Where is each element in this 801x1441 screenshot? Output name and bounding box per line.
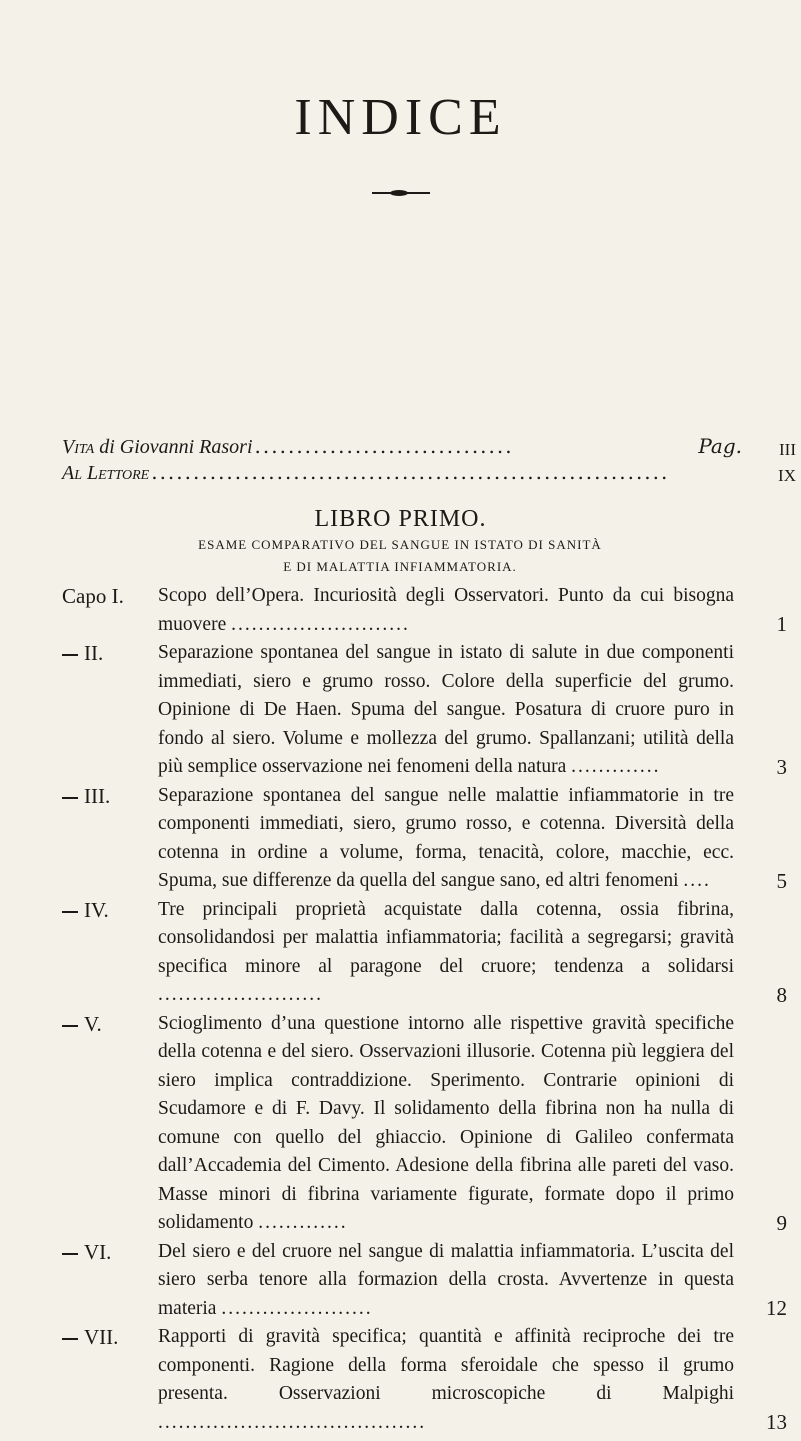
chapter-number: IV.	[84, 897, 109, 922]
chapter-page: 13	[766, 1410, 787, 1434]
book-subtitle-line1: ESAME COMPARATIVO DEL SANGUE IN ISTATO DI SANITÀ	[198, 537, 602, 552]
dash-mark	[62, 1253, 78, 1255]
chapter-summary: Tre principali proprietà acquistate dalla cotenna, ossia fibrina, consolidandosi per malattia infiammatoria; facilità a segregarsi; gravità specifica minore al paragone del cruore; tendenza a solidarsi	[158, 898, 734, 977]
chapter-page: 12	[766, 1296, 787, 1320]
dash-mark	[62, 797, 78, 799]
chapter-page: 3	[776, 754, 787, 779]
leader-dots: ...............................	[254, 434, 514, 458]
leader-dots: ........................	[158, 984, 323, 1005]
front-entry-vita-page: III	[779, 440, 796, 459]
chapter-entry	[62, 639, 792, 782]
front-entry-lettore-label: Al Lettore	[62, 462, 150, 484]
book-title: LIBRO PRIMO.	[314, 506, 487, 532]
chapter-page: 8	[776, 982, 787, 1007]
chapter-number: II.	[84, 641, 104, 665]
chapter-entry	[62, 1010, 792, 1238]
front-entry-lettore	[62, 460, 742, 488]
book-subtitle-line2: E DI MALATTIA INFIAMMATORIA.	[283, 559, 517, 574]
page-title: INDICE	[294, 89, 507, 146]
dash-mark	[62, 1025, 78, 1027]
leader-dots: .............	[258, 1212, 348, 1233]
chapter-list	[62, 582, 792, 1437]
chapter-number: VII.	[84, 1325, 119, 1349]
dash-mark	[62, 654, 78, 656]
leader-dots: ......................	[221, 1297, 373, 1319]
chapter-summary: Scioglimento d’una questione intorno alle rispettive gravità specifiche della cotenna e del siero. Osservazioni illusorie. Cotenna più leggiera del siero implica contraddizione. Sperimento. Contrarie opinioni di Scudamore e di F. Davy. Il solidamento della fibrina non ha nulla di comune con quello del ghiaccio. Opinione di Galileo confermata dall’Accademia del Cimento. Adesione della fibrina alle pareti del vaso. Masse minori di fibrina variamente figurate, formate dopo il primo solidamento	[158, 1012, 734, 1233]
dash-mark	[62, 911, 78, 913]
chapter-page: 9	[776, 1210, 787, 1235]
leader-dots: .............	[571, 756, 661, 777]
chapter-number: Capo I.	[62, 584, 124, 608]
leader-dots: .......................................	[158, 1411, 427, 1433]
chapter-summary: Separazione spontanea del sangue in istato di salute in due componenti immediati, siero e grumo rosso. Colore della superficie del grumo. Opinione di De Haen. Spuma del sangue. Posatura di cruore puro in fondo al siero. Volume e mollezza del grumo. Spallanzani; utilità della più semplice osservazione nei fenomeni della natura	[158, 642, 734, 777]
chapter-entry	[62, 896, 792, 1010]
chapter-page: 5	[776, 868, 787, 893]
page-label: Pag.	[698, 434, 742, 458]
ornamental-rule	[372, 192, 430, 194]
chapter-summary: Separazione spontanea del sangue nelle malattie infiammatorie in tre componenti immediati, siero, grumo rosso, e cotenna. Diversità della cotenna in ordine a volume, forma, tenacità, colore, macchie, ecc. Spuma, sue differenze da quella del sangue sano, ed altri fenomeni	[158, 784, 734, 891]
dash-mark	[62, 1338, 78, 1340]
chapter-number: V.	[84, 1011, 102, 1036]
chapter-page: 1	[776, 612, 787, 636]
front-entry-vita-label: di Giovanni Rasori	[94, 436, 253, 458]
book-subtitle	[150, 534, 650, 578]
leader-dots: ..............................................................	[151, 460, 670, 484]
chapter-entry	[62, 782, 792, 896]
front-entry-vita	[62, 434, 742, 462]
leader-dots: ..........................	[231, 613, 410, 635]
chapter-number: VI.	[84, 1239, 112, 1264]
front-entry-vita-first: Vita	[62, 436, 95, 458]
chapter-entry	[62, 582, 792, 639]
chapter-summary: Del siero e del cruore nel sangue di malattia infiammatoria. L’uscita del siero serba tenore alla formazion della crosta. Avvertenze in questa materia	[158, 1240, 734, 1319]
chapter-entry	[62, 1323, 792, 1437]
front-entry-lettore-page: IX	[778, 466, 796, 485]
chapter-entry	[62, 1238, 792, 1324]
chapter-number: III.	[84, 783, 111, 808]
chapter-summary: Rapporti di gravità specifica; quantità e affinità reciproche dei tre componenti. Ragione della forma sferoidale che spesso il grumo presenta. Osservazioni microscopiche di Malpighi	[158, 1326, 734, 1404]
chapter-summary: Scopo dell’Opera. Incuriosità degli Osservatori. Punto da cui bisogna muovere	[158, 585, 734, 635]
leader-dots: ....	[683, 870, 711, 891]
